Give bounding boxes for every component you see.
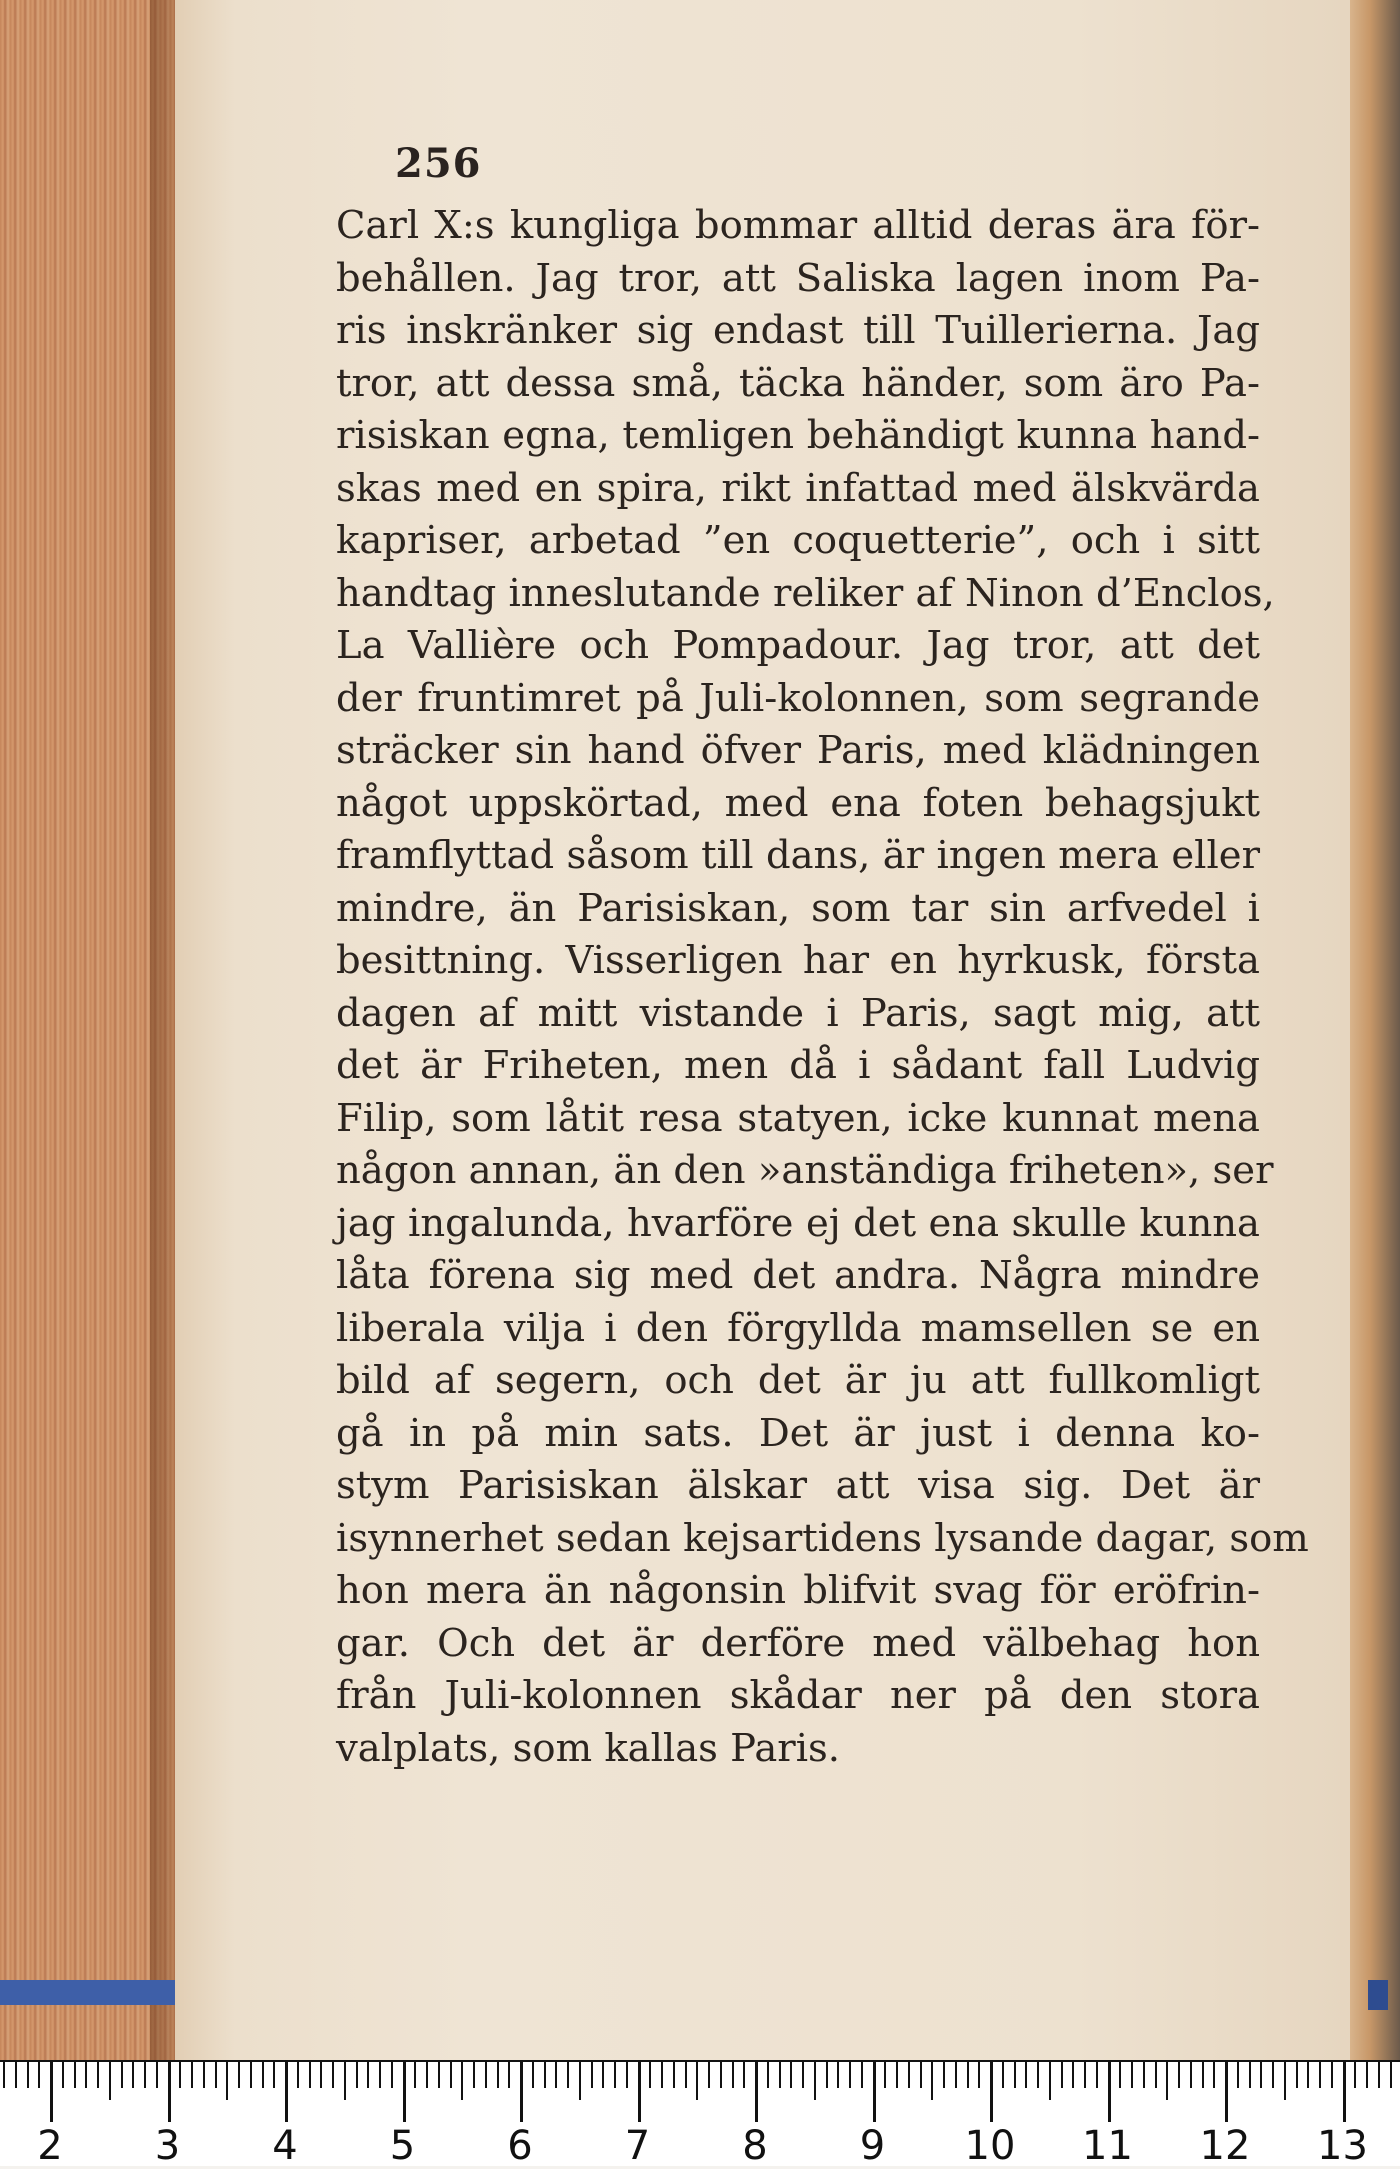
- ruler-tick: [943, 2062, 945, 2088]
- ruler-tick: [38, 2062, 40, 2088]
- text-line: behållen. Jag tror, att Saliska lagen inom Pa-: [336, 255, 1260, 301]
- ruler-tick: [403, 2062, 406, 2122]
- ruler-tick: [1178, 2062, 1180, 2088]
- ruler-label: 13: [1317, 2123, 1368, 2169]
- ruler-tick: [3, 2062, 5, 2088]
- text-line: dagen af mitt vistande i Paris, sagt mig, att: [336, 990, 1260, 1036]
- ruler-tick: [250, 2062, 252, 2088]
- text-line: bild af segern, och det är ju att fullkomligt: [336, 1358, 1260, 1403]
- ruler-tick: [978, 2062, 980, 2088]
- ruler-tick: [62, 2062, 64, 2088]
- ruler-tick: [473, 2062, 475, 2088]
- ruler-tick: [826, 2062, 828, 2088]
- ruler-tick: [638, 2062, 641, 2122]
- ruler-tick: [379, 2062, 381, 2088]
- ruler-tick: [720, 2062, 722, 2088]
- text-line: Carl X:s kungliga bommar alltid deras ära för-: [336, 203, 1260, 248]
- ruler-label: 11: [1082, 2123, 1133, 2169]
- ruler-tick: [1049, 2062, 1051, 2100]
- ruler-tick: [144, 2062, 146, 2088]
- ruler-tick: [1366, 2062, 1368, 2088]
- ruler-tick: [1202, 2062, 1204, 2088]
- text-line: gå in på min sats. Det är just i denna ko-: [336, 1410, 1260, 1456]
- text-line: sträcker sin hand öfver Paris, med klädningen: [336, 728, 1260, 773]
- ruler-tick: [849, 2062, 851, 2088]
- ruler-tick: [967, 2062, 969, 2088]
- ruler-tick: [50, 2062, 53, 2122]
- ruler-tick: [508, 2062, 510, 2088]
- ruler-tick: [85, 2062, 87, 2088]
- ruler-tick: [332, 2062, 334, 2088]
- ruler-tick: [121, 2062, 123, 2088]
- page-block-edge: [0, 0, 175, 2060]
- text-line: någon annan, än den »anständiga friheten», ser: [336, 1148, 1274, 1193]
- ruler-label: 5: [389, 2123, 416, 2169]
- ruler-tick: [1072, 2062, 1074, 2088]
- ruler-tick: [732, 2062, 734, 2088]
- ruler-tick: [767, 2062, 769, 2088]
- text-line: gar. Och det är derföre med välbehag hon: [336, 1620, 1260, 1666]
- ruler-tick: [1249, 2062, 1251, 2088]
- ruler-tick: [414, 2062, 416, 2088]
- text-line: hon mera än någonsin blifvit svag för eröfrin-: [336, 1568, 1260, 1613]
- ruler-tick: [1225, 2062, 1228, 2122]
- ruler-tick: [602, 2062, 604, 2088]
- ruler-tick: [884, 2062, 886, 2088]
- text-line: Filip, som låtit resa statyen, icke kunnat mena: [336, 1095, 1260, 1141]
- text-line: handtag inneslutande reliker af Ninon d’Enclos,: [336, 570, 1275, 616]
- text-line: stym Parisiskan älskar att visa sig. Det är: [336, 1463, 1260, 1508]
- ruler-tick: [544, 2062, 546, 2088]
- text-line: isynnerhet sedan kejsartidens lysande dagar, som: [336, 1515, 1309, 1561]
- text-line: från Juli-kolonnen skådar ner på den stora: [336, 1673, 1260, 1718]
- ruler-tick: [661, 2062, 663, 2088]
- text-line: låta förena sig med det andra. Några mindre: [336, 1253, 1260, 1298]
- ruler-tick: [685, 2062, 687, 2088]
- text-line: liberala vilja i den förgyllda mamsellen se en: [336, 1305, 1260, 1351]
- page-edge-marking: [0, 1980, 175, 2005]
- ruler-tick: [273, 2062, 275, 2088]
- ruler-tick: [1307, 2062, 1309, 2088]
- text-line: risiskan egna, temligen behändigt kunna hand-: [336, 413, 1260, 458]
- ruler-tick: [309, 2062, 311, 2088]
- ruler-tick: [1002, 2062, 1004, 2088]
- ruler-tick: [485, 2062, 487, 2088]
- text-line: mindre, än Parisiskan, som tar sin arfvedel i: [336, 885, 1260, 931]
- ruler-tick: [179, 2062, 181, 2088]
- ruler-tick: [673, 2062, 675, 2088]
- text-line: något uppskörtad, med ena foten behagsjukt: [336, 780, 1260, 826]
- ruler-tick: [567, 2062, 569, 2088]
- ruler-tick: [1272, 2062, 1274, 2088]
- text-line: kapriser, arbetad ”en coquetterie”, och i sitt: [336, 518, 1260, 563]
- ruler-tick: [837, 2062, 839, 2088]
- text-line: der fruntimret på Juli-kolonnen, som segrande: [336, 675, 1260, 721]
- ruler-tick: [1284, 2062, 1286, 2100]
- text-line: ris inskränker sig endast till Tuillerierna. Jag: [336, 308, 1260, 353]
- ruler-tick: [1190, 2062, 1192, 2088]
- ruler-tick: [873, 2062, 876, 2122]
- ruler-tick: [1319, 2062, 1321, 2088]
- ruler-tick: [1296, 2062, 1298, 2088]
- ruler-tick: [555, 2062, 557, 2088]
- binding-marking: [1368, 1980, 1388, 2010]
- ruler-tick: [779, 2062, 781, 2088]
- ruler-tick: [203, 2062, 205, 2088]
- text-line: framflyttad såsom till dans, är ingen mera eller: [336, 833, 1260, 878]
- ruler-label: 6: [507, 2123, 533, 2169]
- ruler-tick: [579, 2062, 581, 2100]
- ruler-tick: [1166, 2062, 1168, 2100]
- ruler-tick: [15, 2062, 17, 2088]
- body-text: [336, 200, 1309, 1775]
- text-line: tror, att dessa små, täcka händer, som äro Pa-: [336, 360, 1260, 406]
- ruler-tick: [1213, 2062, 1215, 2088]
- ruler-tick: [97, 2062, 99, 2088]
- ruler-tick: [814, 2062, 816, 2100]
- book-binding: [1350, 0, 1400, 2060]
- ruler-tick: [438, 2062, 440, 2088]
- ruler-tick: [908, 2062, 910, 2088]
- ruler-tick: [1037, 2062, 1039, 2088]
- ruler-label: 7: [624, 2123, 651, 2169]
- ruler-tick: [931, 2062, 933, 2100]
- ruler-tick: [320, 2062, 322, 2088]
- ruler-label: 10: [964, 2123, 1016, 2169]
- ruler-tick: [262, 2062, 264, 2088]
- ruler-tick: [1143, 2062, 1145, 2088]
- text-line: det är Friheten, men då i sådant fall Ludvig: [336, 1043, 1260, 1088]
- ruler-tick: [990, 2062, 993, 2122]
- ruler-tick: [426, 2062, 428, 2088]
- ruler-tick: [1119, 2062, 1121, 2088]
- ruler-tick: [755, 2062, 758, 2122]
- ruler-tick: [27, 2062, 29, 2088]
- ruler-tick: [461, 2062, 463, 2100]
- ruler-tick: [1343, 2062, 1346, 2122]
- ruler-tick: [344, 2062, 346, 2100]
- page-number: 256: [395, 140, 482, 187]
- text-line: besittning. Visserligen har en hyrkusk, första: [336, 938, 1260, 983]
- ruler-label: 2: [37, 2123, 63, 2169]
- ruler-tick: [1108, 2062, 1111, 2122]
- ruler-tick: [591, 2062, 593, 2088]
- ruler-label: 3: [154, 2123, 181, 2169]
- text-line: skas med en spira, rikt infattad med älskvärda: [336, 465, 1260, 511]
- ruler-tick: [614, 2062, 616, 2088]
- ruler-tick: [168, 2062, 171, 2122]
- ruler-tick: [191, 2062, 193, 2088]
- ruler-tick: [1155, 2062, 1157, 2088]
- ruler-tick: [802, 2062, 804, 2088]
- ruler-tick: [238, 2062, 240, 2088]
- ruler-tick: [1131, 2062, 1133, 2088]
- ruler-tick: [285, 2062, 288, 2122]
- ruler-tick: [896, 2062, 898, 2088]
- ruler-tick: [743, 2062, 745, 2088]
- ruler-tick: [649, 2062, 651, 2088]
- ruler-tick: [450, 2062, 452, 2088]
- ruler-tick: [215, 2062, 217, 2088]
- ruler-tick: [1061, 2062, 1063, 2088]
- ruler-tick: [1084, 2062, 1086, 2088]
- ruler-tick: [520, 2062, 523, 2122]
- ruler-tick: [1354, 2062, 1356, 2088]
- ruler-tick: [356, 2062, 358, 2088]
- ruler-tick: [1331, 2062, 1333, 2088]
- ruler-tick: [391, 2062, 393, 2088]
- ruler-tick: [1237, 2062, 1239, 2088]
- ruler-tick: [790, 2062, 792, 2088]
- text-line: valplats, som kallas Paris.: [336, 1725, 841, 1771]
- ruler-label: 9: [859, 2123, 886, 2169]
- text-line: La Vallière och Pompadour. Jag tror, att det: [336, 623, 1260, 668]
- ruler-tick: [226, 2062, 228, 2100]
- ruler-tick: [156, 2062, 158, 2088]
- ruler-tick: [708, 2062, 710, 2088]
- ruler-tick: [497, 2062, 499, 2088]
- ruler-tick: [367, 2062, 369, 2088]
- ruler-tick: [532, 2062, 534, 2088]
- ruler-tick: [1378, 2062, 1380, 2088]
- ruler-tick: [955, 2062, 957, 2088]
- ruler-tick: [1260, 2062, 1262, 2088]
- ruler-label: 12: [1199, 2123, 1251, 2169]
- ruler-tick: [1014, 2062, 1016, 2088]
- text-line: jag ingalunda, hvarföre ej det ena skulle kunna: [336, 1200, 1260, 1246]
- ruler-tick: [920, 2062, 922, 2088]
- ruler-tick: [74, 2062, 76, 2088]
- ruler-tick: [626, 2062, 628, 2088]
- ruler-label: 8: [742, 2123, 768, 2169]
- ruler-tick: [696, 2062, 698, 2100]
- ruler-label: 4: [272, 2123, 298, 2169]
- ruler-tick: [1096, 2062, 1098, 2088]
- ruler-tick: [1390, 2062, 1392, 2088]
- ruler-tick: [861, 2062, 863, 2088]
- ruler-tick: [297, 2062, 299, 2088]
- ruler-tick: [132, 2062, 134, 2088]
- ruler-tick: [109, 2062, 111, 2100]
- ruler-tick: [1025, 2062, 1027, 2088]
